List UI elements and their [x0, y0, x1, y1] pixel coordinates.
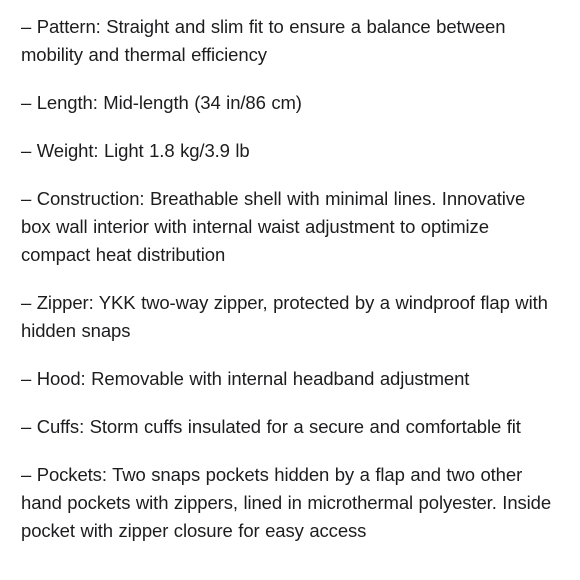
spec-item-pattern: – Pattern: Straight and slim fit to ensure a balance between mobility and thermal efficiency [21, 16, 506, 65]
spec-item-weight: – Weight: Light 1.8 kg/3.9 lb [21, 140, 250, 161]
spec-item-construction: – Construction: Breathable shell with minimal lines. Innovative box wall interior with internal waist adjustment to optimize compact heat distribution [21, 188, 526, 265]
spec-item-cuffs: – Cuffs: Storm cuffs insulated for a secure and comfortable fit [21, 416, 521, 437]
spec-item-hood: – Hood: Removable with internal headband adjustment [21, 368, 470, 389]
spec-item-pockets: – Pockets: Two snaps pockets hidden by a flap and two other hand pockets with zippers, lined in microthermal polyester. Inside pocket with zipper closure for easy access [21, 464, 552, 541]
spec-item-length: – Length: Mid-length (34 in/86 cm) [21, 92, 302, 113]
spec-item-zipper: – Zipper: YKK two-way zipper, protected by a windproof flap with hidden snaps [21, 292, 548, 341]
